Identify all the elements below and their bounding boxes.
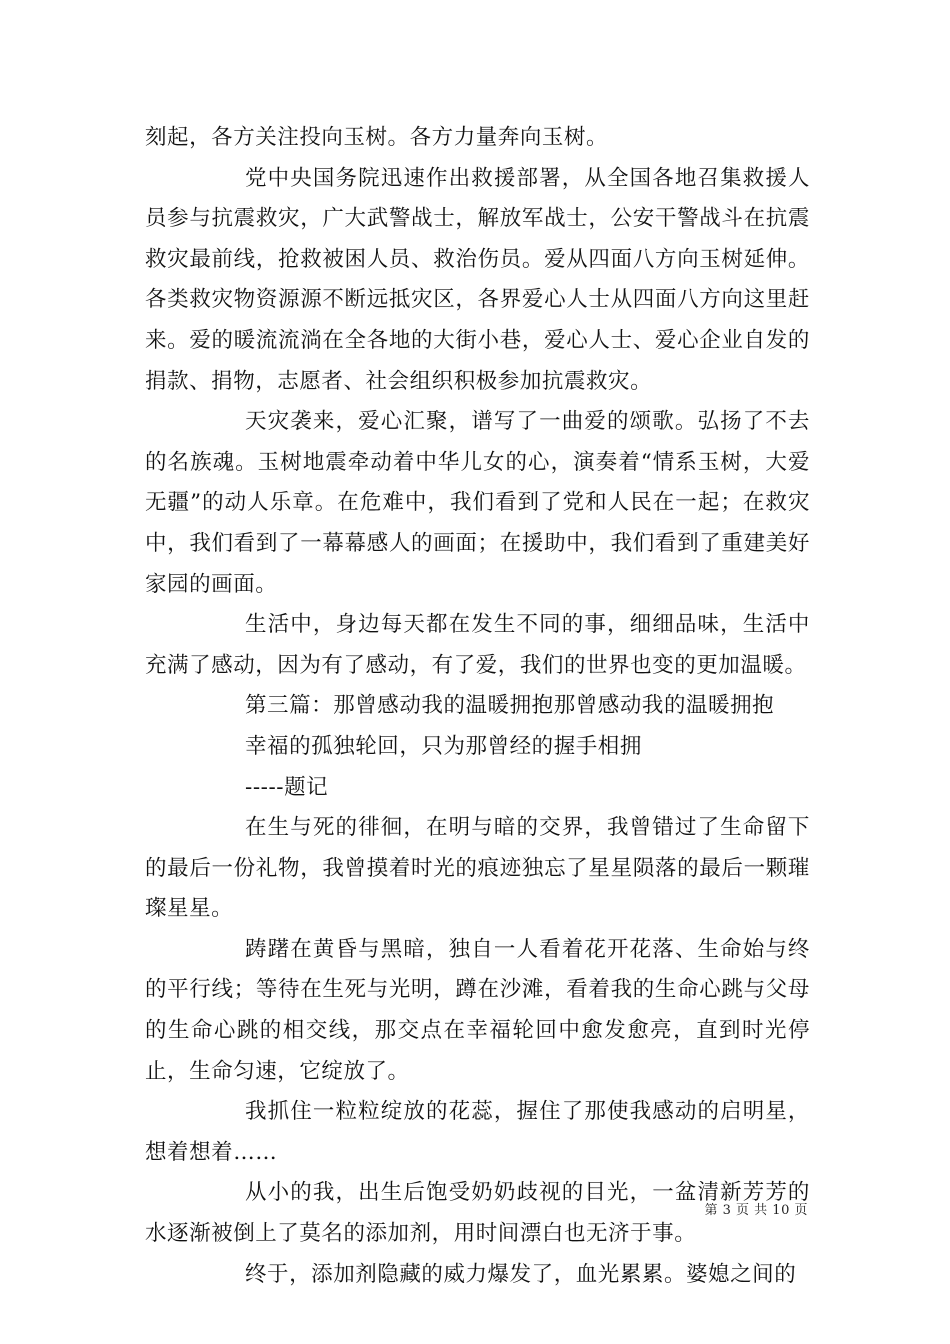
- paragraph-9: 终于，添加剂隐藏的威力爆发了，血光累累。婆媳之间的: [245, 1261, 797, 1287]
- footer-current-page: 3: [722, 1203, 732, 1218]
- paragraph-7: 我抓住一粒粒绽放的花蕊，握住了那使我感动的启明星，想着想着……: [145, 1099, 810, 1165]
- page-footer: [704, 1203, 808, 1219]
- epigraph-attribution: -----题记: [245, 774, 329, 800]
- footer-middle: 页 共: [736, 1203, 768, 1218]
- paragraph-8: 从小的我，出生后饱受奶奶歧视的目光，一盆清新芳芳的水逐渐被倒上了莫名的添加剂，用时间漂白也无济于事。: [145, 1180, 810, 1247]
- epigraph-line: 幸福的孤独轮回，只为那曾经的握手相拥: [245, 733, 642, 759]
- paragraph-3: 天灾袭来，爱心汇聚，谱写了一曲爱的颂歌。弘扬了不去的名族魂。玉树地震牵动着中华儿女的心，演奏着“情系玉树，大爱无疆”的动人乐章。在危难中，我们看到了党和人民在一起；在救灾中，我们看到了一幕幕感人的画面；在援助中，我们看到了重建美好家园的画面。: [145, 409, 810, 597]
- footer-total-pages: 10: [772, 1203, 790, 1218]
- paragraph-6: 踌躇在黄昏与黑暗，独自一人看着花开花落、生命始与终的平行线；等待在生死与光明，蹲在沙滩，看着我的生命心跳与父母的生命心跳的相交线，那交点在幸福轮回中愈发愈亮，直到时光停止，生命匀速，它绽放了。: [145, 936, 810, 1084]
- document-body: [145, 118, 810, 1295]
- paragraph-1: 刻起，各方关注投向玉树。各方力量奔向玉树。: [145, 125, 609, 150]
- paragraph-5: 在生与死的徘徊，在明与暗的交界，我曾错过了生命留下的最后一份礼物，我曾摸着时光的痕迹独忘了星星陨落的最后一颗璀璨星星。: [145, 815, 810, 922]
- footer-prefix: 第: [704, 1203, 718, 1218]
- paragraph-4: 生活中，身边每天都在发生不同的事，细细品味，生活中充满了感动，因为有了感动，有了爱，我们的世界也变的更加温暖。: [145, 612, 810, 678]
- footer-suffix: 页: [794, 1203, 808, 1218]
- chapter-heading: 第三篇：那曾感动我的温暖拥抱那曾感动我的温暖拥抱: [245, 693, 775, 719]
- paragraph-2: 党中央国务院迅速作出救援部署，从全国各地召集救援人员参与抗震救灾，广大武警战士，解放军战士，公安干警战斗在抗震救灾最前线，抢救被困人员、救治伤员。爱从四面八方向玉树延伸。各类救灾物资源源不断远抵灾区，各界爱心人士从四面八方向这里赶来。爱的暖流流淌在全各地的大街小巷，爱心人士、爱心企业自发的捐款、捐物，志愿者、社会组织积极参加抗震救灾。: [145, 165, 810, 394]
